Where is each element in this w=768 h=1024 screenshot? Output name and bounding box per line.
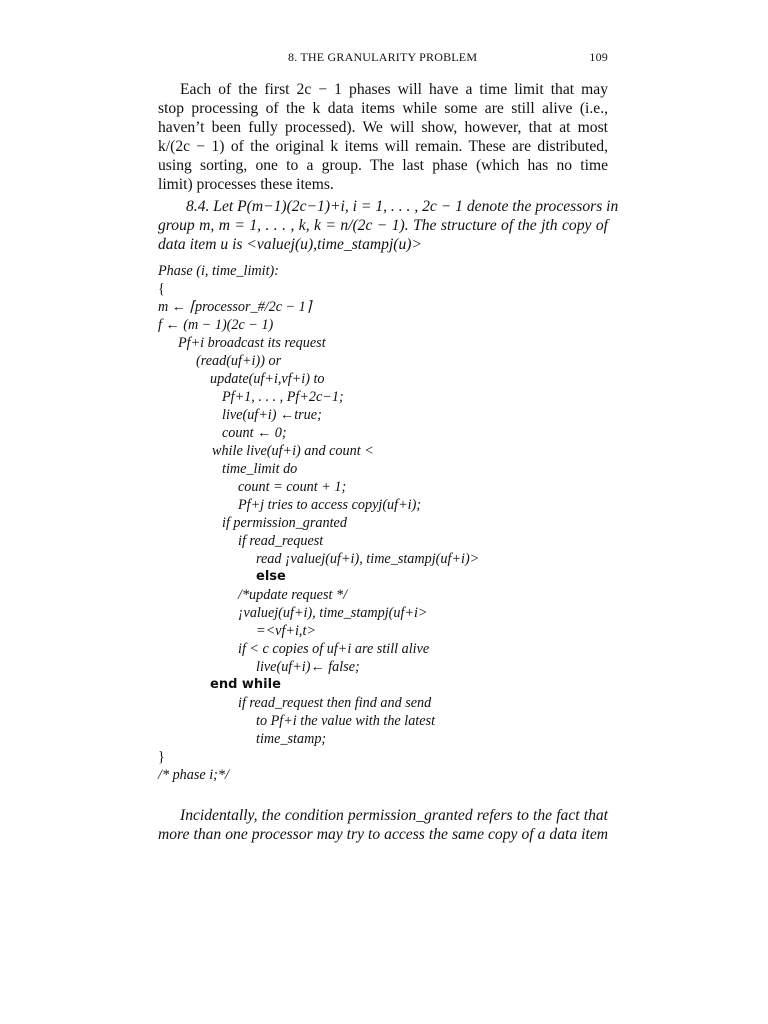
code-line: (read(uf+i)) or: [196, 353, 282, 369]
code-line: Pf+i broadcast its request: [178, 335, 326, 351]
text-line: limit) processes these items.: [158, 176, 334, 193]
text-line: more than one processor may try to access the same copy of a data item: [158, 826, 608, 843]
text-line: using sorting, one to a group. The last phase (which has no time: [158, 157, 608, 174]
definition-8-4: [158, 197, 619, 254]
running-header: [158, 50, 608, 70]
text-line: stop processing of the k data items while some are still alive (i.e.,: [158, 100, 608, 117]
code-line: ¡valuej(uf+i), time_stampj(uf+i>: [238, 605, 428, 621]
code-line: read ¡valuej(uf+i), time_stampj(uf+i)>: [256, 551, 480, 567]
code-line: to Pf+i the value with the latest: [256, 713, 436, 729]
code-line: =<vf+i,t>: [256, 623, 316, 639]
code-line: count = count + 1;: [238, 479, 347, 495]
code-line: update(uf+i,vf+i) to: [210, 371, 325, 387]
text-line: Incidentally, the condition permission_granted refers to the fact that: [180, 807, 608, 824]
text-line: k/(2c − 1) of the original k items will remain. These are distributed,: [158, 138, 608, 155]
page-number: 109: [589, 50, 608, 64]
section-title: 8. THE GRANULARITY PROBLEM: [288, 50, 478, 64]
code-line: count ← 0;: [222, 425, 287, 441]
code-line: Phase (i, time_limit):: [158, 263, 279, 279]
code-line: m ← ⌈processor_#/2c − 1⌉: [158, 299, 312, 315]
text-line: 8.4. Let P(m−1)(2c−1)+i, i = 1, . . . , 2c − 1 denote the processors in: [186, 198, 619, 215]
code-line: if < c copies of uf+i are still alive: [238, 641, 430, 657]
paragraph-incidentally: [158, 806, 608, 844]
text-line: group m, m = 1, . . . , k, k = n/(2c − 1). The structure of the jth copy of: [158, 217, 608, 234]
code-line: Pf+1, . . . , Pf+2c−1;: [222, 389, 344, 405]
code-line: Pf+j tries to access copyj(uf+i);: [238, 497, 422, 513]
code-line: time_stamp;: [256, 731, 327, 747]
code-line: else: [256, 569, 286, 584]
text-line: data item u is <valuej(u),time_stampj(u)>: [158, 236, 423, 253]
code-line: end while: [210, 677, 281, 692]
text-line: Each of the first 2c − 1 phases will have a time limit that may: [180, 81, 608, 98]
code-line: while live(uf+i) and count <: [212, 443, 374, 459]
code-line: live(uf+i) ←true;: [222, 407, 322, 423]
code-line: {: [158, 281, 165, 297]
paragraph-phases: [158, 80, 608, 194]
code-line: /*update request */: [238, 587, 348, 603]
code-line: f ← (m − 1)(2c − 1): [158, 317, 274, 333]
code-line: }: [158, 749, 165, 765]
code-line: if read_request: [238, 533, 324, 549]
code-line: if permission_granted: [222, 515, 347, 531]
text-line: haven’t been fully processed). We will show, however, that at most: [158, 119, 608, 136]
code-line: if read_request then find and send: [238, 695, 432, 711]
code-line: live(uf+i)← false;: [256, 659, 360, 675]
code-line: time_limit do: [222, 461, 298, 477]
code-line: /* phase i;*/: [158, 767, 229, 783]
